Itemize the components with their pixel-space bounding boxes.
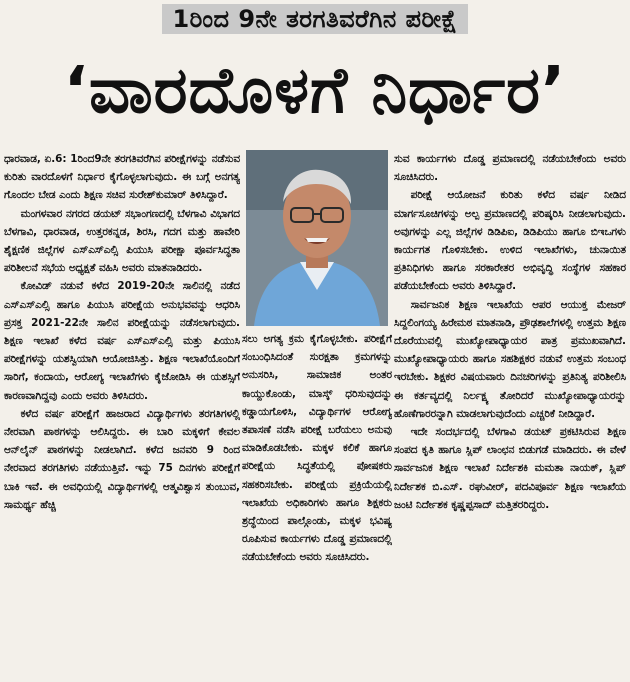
paragraph: ಸುವ ಕಾರ್ಯಗಳು ದೊಡ್ಡ ಪ್ರಮಾಣದಲ್ಲಿ ನಡೆಯಬೇಕೆಂದು ಅವರು ಸೂಚಿಸಿದರು. (394, 153, 626, 184)
paragraph: ಸಾರ್ವಜನಿಕ ಶಿಕ್ಷಣ ಇಲಾಖೆಯ ಆಪರ ಆಯುಕ್ತ ಮೇಜರ್ ಸಿದ್ದಲಿಂಗಯ್ಯ ಹಿರೇಮಠ ಮಾತನಾಡಿ, ಪ್ರೌಢಶಾಲೆಗಳಲ್ಲಿ ಉತ್ತಮ ಶಿಕ್ಷಣ ದೊರೆಯುವಲ್ಲಿ ಮುಖ್ಯೋಪಾಧ್ಯಾಯರ ಪಾತ್ರ ಪ್ರಮುಖವಾಗಿದೆ. ಮುಖ್ಯೋಪಾಧ್ಯಾಯರು ಹಾಗೂ ಸಹಶಿಕ್ಷಕರ ನಡುವೆ ಉತ್ತಮ ಸಂಬಂಧ ಇರಬೇಕು. ಶಿಕ್ಷಕರ ವಿಷಯವಾರು ದಿನಚರಿಗಳನ್ನು ಪ್ರತಿನಿತ್ಯ ಪರಿಶೀಲಿಸಿ ಈ ಕರ್ತವ್ಯದಲ್ಲಿ ನಿರ್ಲಕ್ಷ್ಯ ತೋರಿದರೆ ಮುಖ್ಯೋಪಾಧ್ಯಾಯರನ್ನು ಹೊಣೆಗಾರರನ್ನಾಗಿ ಮಾಡಲಾಗುವುದೆಂದು ಎಚ್ಚರಿಕೆ ನೀಡಿದ್ದಾರೆ. (394, 298, 626, 420)
left-column (4, 150, 240, 682)
middle-column (242, 330, 392, 682)
paragraph: ಮಂಗಳವಾರ ನಗರದ ಡಯಟ್ ಸಭಾಂಗಣದಲ್ಲಿ ಬೆಳಗಾವಿ ವಿಭಾಗದ ಬೆಳಗಾವಿ, ಧಾರವಾಡ, ಉತ್ತರಕನ್ನಡ, ಶಿರಸಿ, ಗದಗ ಮತ್ತು ಹಾವೇರಿ ಶೈಕ್ಷಣಿಕ ಜಿಲ್ಲೆಗಳ ಎಸ್ಎಸ್ಎಲ್ಸಿ ಪಿಯುಸಿ ಪರೀಕ್ಷಾ ಪೂರ್ವಸಿದ್ಧತಾ ಪರಿಶೀಲನೆ ಸಭೆಯ ಅಧ್ಯಕ್ಷತೆ ವಹಿಸಿ ಅವರು ಮಾತನಾಡಿದರು. (4, 207, 240, 275)
paragraph: ಸಲು ಅಗತ್ಯ ಕ್ರಮ ಕೈಗೊಳ್ಳಬೇಕು. ಪರೀಕ್ಷೆಗೆ ಸಂಬಂಧಿಸಿದಂತೆ ಸುರಕ್ಷತಾ ಕ್ರಮಗಳನ್ನು ಅನುಸರಿಸಿ, ಸಾಮಾಜಿಕ ಅಂತರ ಕಾಯ್ದುಕೊಂಡು, ಮಾಸ್ಕ್ ಧರಿಸುವುದನ್ನು ಕಡ್ಡಾಯಗೊಳಿಸಿ, ವಿದ್ಯಾರ್ಥಿಗಳ ಆರೋಗ್ಯ ತಪಾಸಣೆ ನಡೆಸಿ ಪರೀಕ್ಷೆ ಬರೆಯಲು ಅನುವು ಮಾಡಿಕೊಡಬೇಕು. ಮಕ್ಕಳ ಕಲಿಕೆ ಹಾಗೂ ಪರೀಕ್ಷೆಯ ಸಿದ್ಧತೆಯಲ್ಲಿ ಪೋಷಕರು ಸಹಕರಿಸಬೇಕು. ಪರೀಕ್ಷೆಯ ಪ್ರಕ್ರಿಯೆಯಲ್ಲಿ ಇಲಾಖೆಯ ಅಧಿಕಾರಿಗಳು ಹಾಗೂ ಶಿಕ್ಷಕರು ಶ್ರದ್ಧೆಯಿಂದ ಪಾಲ್ಗೊಂಡು, ಮಕ್ಕಳ ಭವಿಷ್ಯ ರೂಪಿಸುವ ಕಾರ್ಯಗಳು ದೊಡ್ಡ ಪ್ರಮಾಣದಲ್ಲಿ ನಡೆಯಬೇಕೆಂದು ಅವರು ಸೂಚಿಸಿದರು. (242, 333, 392, 564)
kicker-wrap (0, 4, 630, 34)
portrait-photo (246, 150, 388, 326)
portrait-illustration (246, 150, 388, 326)
paragraph: ಕಳೆದ ವರ್ಷ ಪರೀಕ್ಷೆಗೆ ಹಾಜರಾದ ವಿದ್ಯಾರ್ಥಿಗಳು ತರಗತಿಗಳಲ್ಲಿ ನೇರವಾಗಿ ಪಾಠಗಳನ್ನು ಆಲಿಸಿದ್ದರು. ಈ ಬಾರಿ ಮಕ್ಕಳಿಗೆ ಕೇವಲ ಆನ್‌ಲೈನ್ ಪಾಠಗಳನ್ನು ನೀಡಲಾಗಿದೆ. ಕಳೆದ ಜನವರಿ 9 ರಿಂದ ನೇರವಾದ ತರಗತಿಗಳು ನಡೆಯುತ್ತಿವೆ. ಇನ್ನು 75 ದಿನಗಳು ಪರೀಕ್ಷೆಗೆ ಬಾಕಿ ಇವೆ. ಈ ಅವಧಿಯಲ್ಲಿ ವಿದ್ಯಾರ್ಥಿಗಳಲ್ಲಿ ಆತ್ಮವಿಶ್ವಾಸ ತುಂಬುವ, ಸಾಮರ್ಥ್ಯ ಹೆಚ್ಚಿ (4, 407, 240, 511)
paragraph: ಇದೇ ಸಂದರ್ಭದಲ್ಲಿ ಬೆಳಗಾವಿ ಡಯಟ್ ಪ್ರಕಟಿಸಿರುವ ಶಿಕ್ಷಣ ಸಂಪದ ಕೃತಿ ಹಾಗೂ ಸ್ಲಿಪ್ ಲಾಂಛನ ಬಿಡುಗಡೆ ಮಾಡಿದರು. ಈ ವೇಳೆ ಸಾರ್ವಜನಿಕ ಶಿಕ್ಷಣ ಇಲಾಖೆ ನಿರ್ದೇಶಕಿ ಮಮತಾ ನಾಯಕ್, ಸ್ಲಿಪ್ ನಿರ್ದೇಶಕ ಬಿ.ಎಸ್. ರಘುವೀರ್, ಪದವಿಪೂರ್ವ ಶಿಕ್ಷಣ ಇಲಾಖೆಯ ಜಂಟಿ ನಿರ್ದೇಶಕ ಕೃಷ್ಣಪ್ಪಸಾದ್ ಮತ್ತಿತರರಿದ್ದರು. (394, 426, 626, 511)
paragraph: ಕೋವಿಡ್ ನಡುವೆ ಕಳೆದ 2019-20ನೇ ಸಾಲಿನಲ್ಲಿ ನಡೆದ ಎಸ್ಎಸ್ಎಲ್ಸಿ ಹಾಗೂ ಪಿಯುಸಿ ಪರೀಕ್ಷೆಯ ಅನುಭವವನ್ನು ಆಧರಿಸಿ ಪ್ರಸಕ್ತ 2021-22ನೇ ಸಾಲಿನ ಪರೀಕ್ಷೆಯನ್ನು ನಡೆಸಲಾಗುವುದು. ಶಿಕ್ಷಣ ಇಲಾಖೆ ಕಳೆದ ವರ್ಷ ಎಸ್ಎಸ್ಎಲ್ಸಿ ಮತ್ತು ಪಿಯುಸಿ ಪರೀಕ್ಷೆಗಳನ್ನು ಯಶಸ್ವಿಯಾಗಿ ಆಯೋಜಿಸಿತ್ತು. ಶಿಕ್ಷಣ ಇಲಾಖೆಯೊಂದಿಗೆ ಸಾರಿಗೆ, ಕಂದಾಯ, ಆರೋಗ್ಯ ಇಲಾಖೆಗಳು ಕೈಜೋಡಿಸಿ ಈ ಯಶಸ್ಸಿಗೆ ಕಾರಣವಾಗಿದ್ದವು ಎಂದು ಅವರು ತಿಳಿಸಿದರು. (4, 280, 240, 402)
headline: ‘ವಾರದೊಳಗೆ ನಿರ್ಧಾರ’ (63, 54, 567, 128)
right-column (394, 150, 626, 682)
kicker: 1ರಿಂದ 9ನೇ ತರಗತಿವರೆಗಿನ ಪರೀಕ್ಷೆ (162, 4, 467, 34)
paragraph: ಪರೀಕ್ಷೆ ಆಯೋಜನೆ ಕುರಿತು ಕಳೆದ ವರ್ಷ ನೀಡಿದ ಮಾರ್ಗಸೂಚಿಗಳನ್ನು ಅಲ್ಪ ಪ್ರಮಾಣದಲ್ಲಿ ಪರಿಷ್ಕರಿಸಿ ನೀಡಲಾಗುವುದು. ಅವುಗಳನ್ನು ಎಲ್ಲ ಜಿಲ್ಲೆಗಳ ಡಿಡಿಪಿಐ, ಡಿಡಿಪಿಯು ಹಾಗೂ ಬಿಇಒಗಳು ಕಾರ್ಯಗತ ಗೊಳಿಸಬೇಕು. ಉಳಿದ ಇಲಾಖೆಗಳು, ಚುನಾಯಿತ ಪ್ರತಿನಿಧಿಗಳು ಹಾಗೂ ಸರಕಾರೇತರ ಅಭಿವೃದ್ಧಿ ಸಂಸ್ಥೆಗಳ ಸಹಕಾರ ಪಡೆಯಬೇಕೆಂದು ಅವರು ತಿಳಿಸಿದ್ದಾರೆ. (394, 189, 626, 293)
paragraph: ಧಾರವಾಡ, ಏ.6: 1ರಿಂದ9ನೇ ತರಗತಿವರೆಗಿನ ಪರೀಕ್ಷೆಗಳನ್ನು ನಡೆಸುವ ಕುರಿತು ವಾರದೊಳಗೆ ನಿರ್ಧಾರ ಕೈಗೊಳ್ಳಲಾಗುವುದು. ಈ ಬಗ್ಗೆ ಅನಗತ್ಯ ಗೊಂದಲ ಬೇಡ ಎಂದು ಶಿಕ್ಷಣ ಸಚಿವ ಸುರೇಶ್‌ಕುಮಾರ್ ತಿಳಿಸಿದ್ದಾರೆ. (4, 153, 240, 202)
